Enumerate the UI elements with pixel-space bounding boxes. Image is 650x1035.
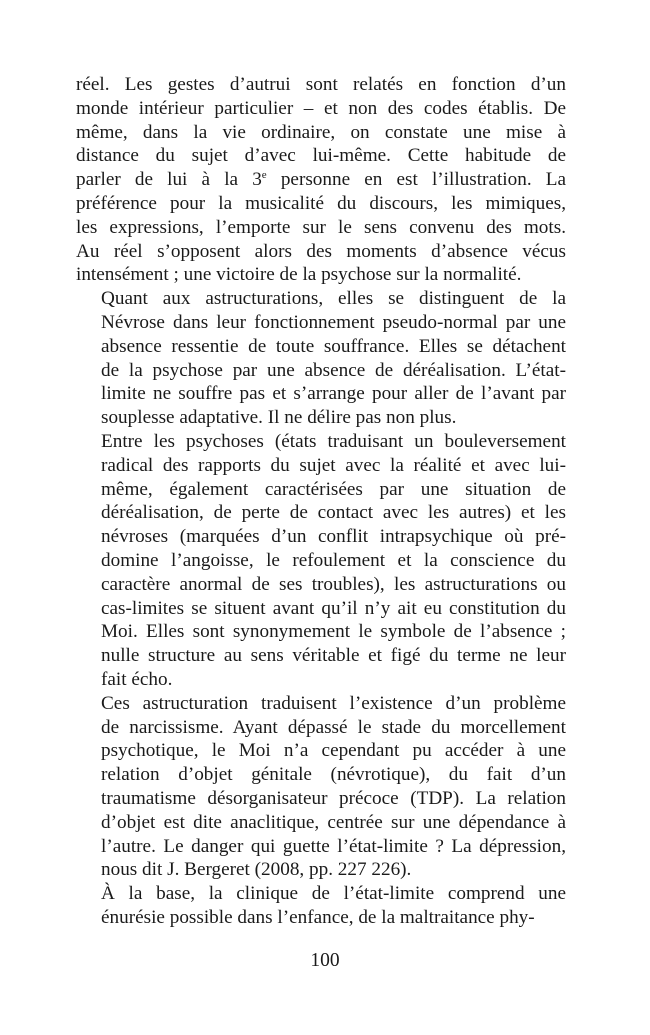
paragraph: [76, 692, 566, 882]
text-line: distance du sujet d’avec lui-même. Cette habitude de: [76, 145, 566, 167]
text-line: nous dit J. Bergeret (2008, pp. 227 226).: [101, 859, 412, 881]
text-line: Entre les psychoses (états traduisant un bouleversement: [101, 430, 566, 452]
text-line: nulle structure au sens véritable et figé du terme ne leur: [101, 645, 566, 667]
paragraph: [76, 73, 566, 287]
text-line: Moi. Elles sont synonymement le symbole de l’absence ;: [101, 621, 566, 643]
text-line: absence ressentie de toute souffrance. Elles se détachent: [101, 335, 566, 357]
text-line: limite ne souffre pas et s’arrange pour aller de l’avant par: [101, 383, 566, 405]
text-line: caractère anormal de ses troubles), les astructurations ou: [101, 573, 566, 595]
text-line: de narcissisme. Ayant dépassé le stade du morcellement: [101, 716, 566, 738]
text-line: souplesse adaptative. Il ne délire pas non plus.: [101, 407, 457, 429]
text-line: les expressions, l’emporte sur le sens convenu des mots.: [76, 216, 566, 238]
text-line: monde intérieur particulier – et non des codes établis. De: [76, 97, 566, 119]
text-line: Au réel s’opposent alors des moments d’absence vécus: [76, 240, 566, 262]
paragraph: [76, 882, 566, 930]
text-line: même, dans la vie ordinaire, on constate une mise à: [76, 121, 566, 143]
text-line: domine l’angoisse, le refoulement et la conscience du: [101, 549, 566, 571]
text-line: traumatisme désorganisateur précoce (TDP). La relation: [101, 787, 566, 809]
text-line: l’autre. Le danger qui guette l’état-limite ? La dépression,: [101, 835, 566, 857]
page-number: 100: [310, 950, 340, 971]
text-line: fait écho.: [101, 668, 173, 690]
paragraph: [76, 430, 566, 692]
text-line: Névrose dans leur fonctionnement pseudo-normal par une: [101, 311, 566, 333]
paragraph: [76, 287, 566, 430]
text-line: préférence pour la musicalité du discours, les mimiques,: [76, 192, 566, 214]
text-line: À la base, la clinique de l’état-limite comprend une: [101, 883, 566, 905]
text-line: psychotique, le Moi n’a cependant pu accéder à une: [101, 740, 566, 762]
text-line: déréalisation, de perte de contact avec les autres) et les: [101, 502, 566, 524]
text-line: névroses (marquées d’un conflit intrapsychique où pré-: [101, 526, 566, 548]
text-line: énurésie possible dans l’enfance, de la maltraitance phy-: [101, 906, 535, 928]
text-line: cas-limites se situent avant qu’il n’y ait eu constitution du: [101, 597, 566, 619]
text-line: réel. Les gestes d’autrui sont relatés en fonction d’un: [76, 74, 566, 95]
text-line: relation d’objet génitale (névrotique), du fait d’un: [101, 764, 566, 786]
text-line: intensément ; une victoire de la psychose sur la normalité.: [76, 264, 522, 286]
text-line: Ces astructuration traduisent l’existence d’un problème: [101, 692, 566, 714]
text-line: même, également caractérisées par une situation de: [101, 478, 566, 500]
page-body: [76, 73, 566, 930]
text-line: Quant aux astructurations, elles se distinguent de la: [101, 288, 566, 310]
text-line: d’objet est dite anaclitique, centrée sur une dépendance à: [101, 811, 566, 833]
text-line: de la psychose par une absence de déréalisation. L’état-: [101, 359, 566, 381]
text-line: radical des rapports du sujet avec la réalité et avec lui-: [101, 454, 566, 476]
text-line: parler de lui à la 3e personne en est l’illustration. La: [76, 169, 566, 191]
superscript: e: [261, 169, 267, 182]
